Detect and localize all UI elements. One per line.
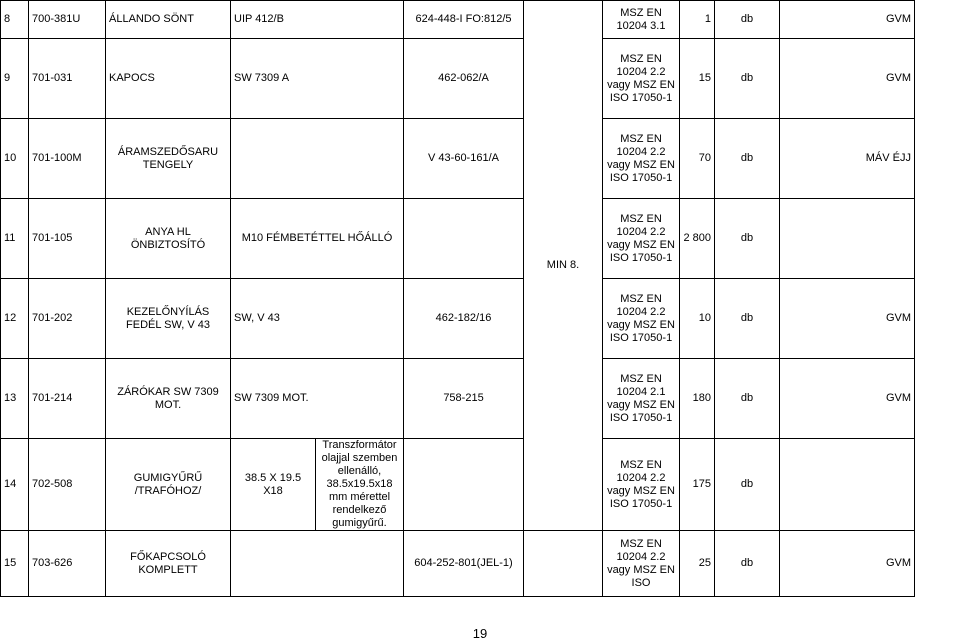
part-code: 701-214 [29,359,106,439]
standard: MSZ EN 10204 2.2 vagy MSZ EN ISO 17050-1 [603,119,680,199]
unit: db [715,199,780,279]
quantity: 180 [680,359,715,439]
part-spec: 38.5 X 19.5 X18 [231,439,316,531]
quantity: 1 [680,1,715,39]
part-name: GUMIGYŰRŰ /TRAFÓHOZ/ [106,439,231,531]
quantity: 10 [680,279,715,359]
table-row [1,1,915,39]
part-code: 701-031 [29,39,106,119]
unit: db [715,279,780,359]
standard: MSZ EN 10204 2.2 vagy MSZ EN ISO [603,531,680,597]
drawing-number [404,199,524,279]
row-number: 11 [1,199,29,279]
table-row [1,531,915,597]
part-code: 702-508 [29,439,106,531]
part-spec: SW 7309 A [231,39,404,119]
unit: db [715,1,780,39]
unit: db [715,531,780,597]
quantity: 70 [680,119,715,199]
part-spec: SW, V 43 [231,279,404,359]
part-code: 700-381U [29,1,106,39]
part-code: 703-626 [29,531,106,597]
standard: MSZ EN 10204 2.1 vagy MSZ EN ISO 17050-1 [603,359,680,439]
standard: MSZ EN 10204 2.2 vagy MSZ EN ISO 17050-1 [603,199,680,279]
min-blank [524,531,603,597]
quantity: 15 [680,39,715,119]
drawing-number: V 43-60-161/A [404,119,524,199]
table-row [1,279,915,359]
certificate: GVM [780,279,915,359]
part-name: FŐKAPCSOLÓ KOMPLETT [106,531,231,597]
row-number: 10 [1,119,29,199]
unit: db [715,359,780,439]
drawing-number: 604-252-801(JEL-1) [404,531,524,597]
part-code: 701-100M [29,119,106,199]
table-row [1,199,915,279]
drawing-number: 624-448-I FO:812/5 [404,1,524,39]
drawing-number: 462-182/16 [404,279,524,359]
table-row [1,439,915,531]
table-row [1,119,915,199]
part-name: KEZELŐNYÍLÁS FEDÉL SW, V 43 [106,279,231,359]
row-number: 14 [1,439,29,531]
certificate: GVM [780,531,915,597]
row-number: 9 [1,39,29,119]
part-name: ÁRAMSZEDŐSARU TENGELY [106,119,231,199]
row-number: 13 [1,359,29,439]
drawing-number [404,439,524,531]
standard: MSZ EN 10204 3.1 [603,1,680,39]
part-name: ZÁRÓKAR SW 7309 MOT. [106,359,231,439]
drawing-number: 758-215 [404,359,524,439]
page-number: 19 [472,626,488,641]
certificate: GVM [780,359,915,439]
part-spec [231,531,404,597]
standard: MSZ EN 10204 2.2 vagy MSZ EN ISO 17050-1 [603,39,680,119]
part-spec: UIP 412/B [231,1,404,39]
unit: db [715,39,780,119]
part-code: 701-202 [29,279,106,359]
row-number: 15 [1,531,29,597]
part-code: 701-105 [29,199,106,279]
row-number: 8 [1,1,29,39]
part-name: ANYA HL ÖNBIZTOSÍTÓ [106,199,231,279]
table-row [1,359,915,439]
standard: MSZ EN 10204 2.2 vagy MSZ EN ISO 17050-1 [603,439,680,531]
unit: db [715,439,780,531]
quantity: 25 [680,531,715,597]
row-number: 12 [1,279,29,359]
certificate: GVM [780,39,915,119]
certificate: MÁV ÉJJ [780,119,915,199]
quantity: 175 [680,439,715,531]
table-row [1,39,915,119]
certificate [780,199,915,279]
part-name: ÁLLANDO SÖNT [106,1,231,39]
standard: MSZ EN 10204 2.2 vagy MSZ EN ISO 17050-1 [603,279,680,359]
drawing-number: 462-062/A [404,39,524,119]
part-name: KAPOCS [106,39,231,119]
part-spec: SW 7309 MOT. [231,359,404,439]
min-cell: MIN 8. [524,1,603,531]
certificate: GVM [780,1,915,39]
part-spec: M10 FÉMBETÉTTEL HŐÁLLÓ [231,199,404,279]
part-note: Transzformátor olajjal szemben ellenálló, 38.5x19.5x18 mm mérettel rendelkező gumigyűrű. [316,439,404,531]
part-spec [231,119,404,199]
quantity: 2 800 [680,199,715,279]
unit: db [715,119,780,199]
certificate [780,439,915,531]
